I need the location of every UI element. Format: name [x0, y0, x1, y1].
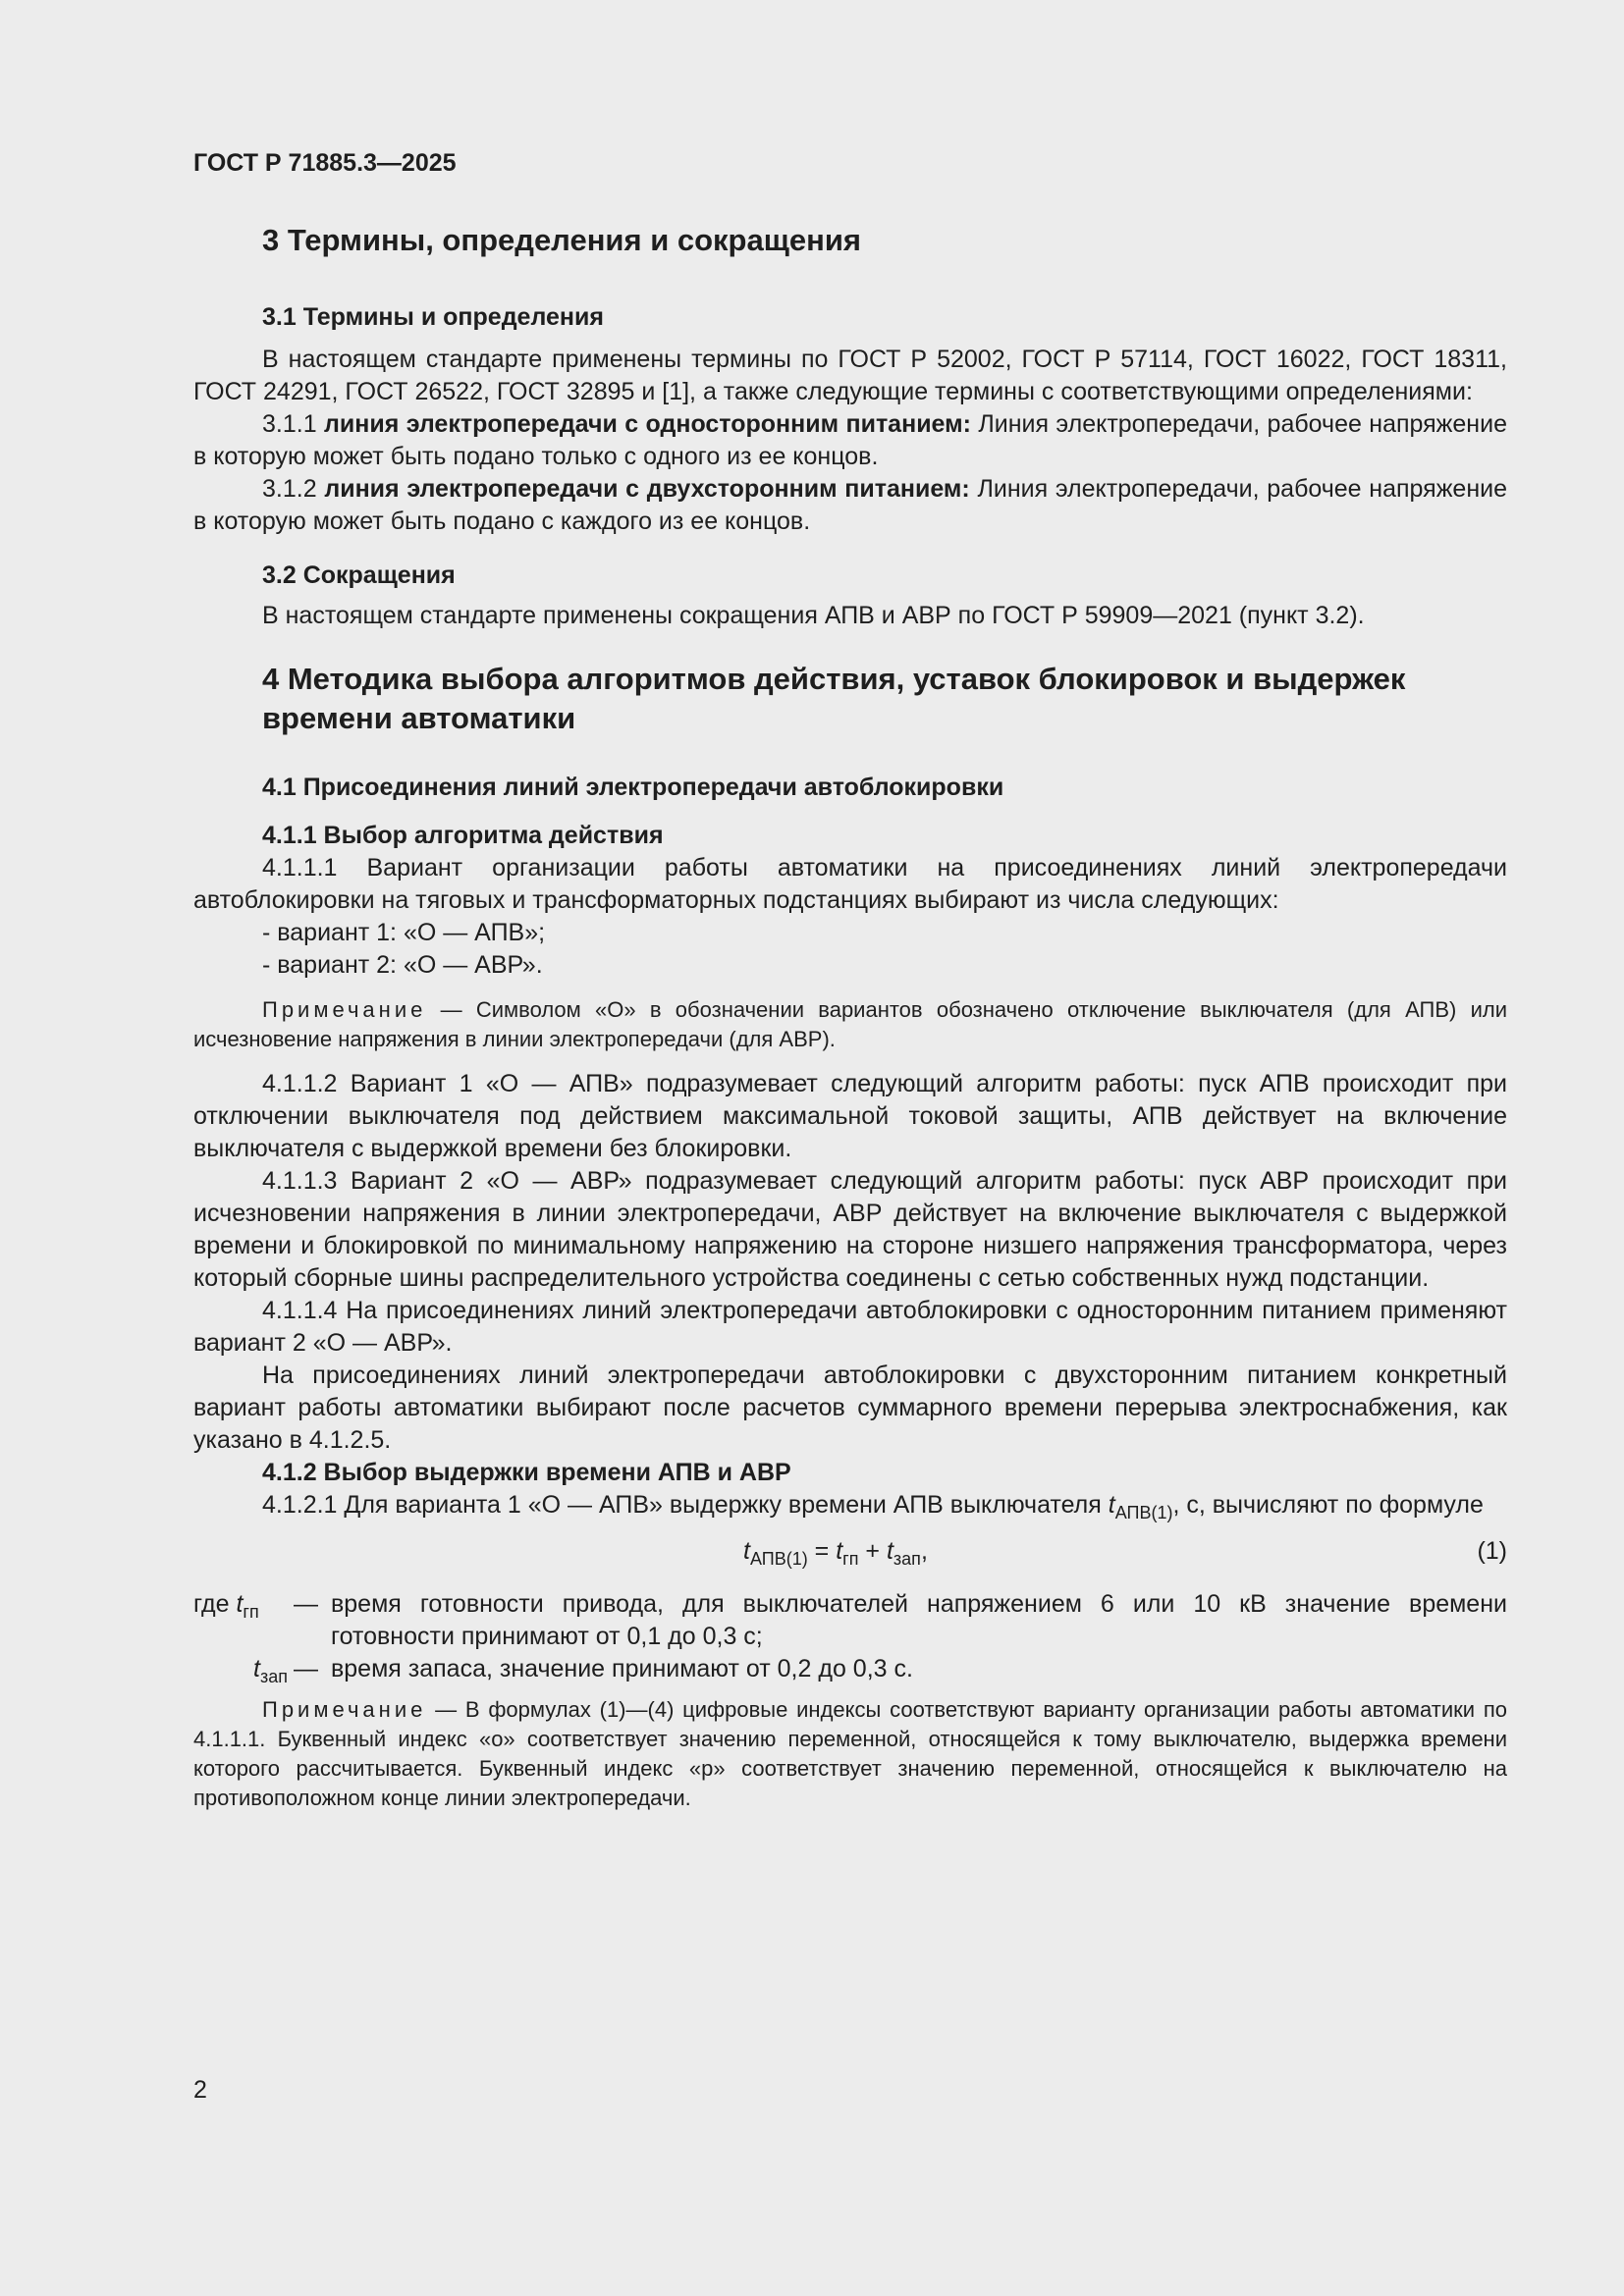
- legend-dash: —: [294, 1655, 318, 1682]
- legend-dash: —: [294, 1590, 318, 1618]
- section-4-1-2-heading: 4.1.2 Выбор выдержки времени АПВ и АВР: [262, 1459, 791, 1486]
- document-body: [193, 221, 1507, 1813]
- note-2: [193, 1695, 1507, 1813]
- note-text: — В формулах (1)—(4) цифровые индексы соответствуют варианту организации работы автоматики по 4.1.1.1. Буквенный индекс «о» соответствует значению переменной, относящейся к тому выключателю, выдержка времени которого рассчитывается. Буквенный индекс «р» соответствует значению переменной, относящейся к выключателю на противоположном конце линии электропередачи.: [193, 1697, 1507, 1810]
- variable: t: [1108, 1491, 1115, 1519]
- formula-punctuation: ,: [920, 1537, 928, 1565]
- para-text: 4.1.2.1 Для варианта 1 «О — АПВ» выдержку времени АПВ выключателя: [262, 1491, 1109, 1519]
- equals-sign: =: [807, 1537, 837, 1565]
- note-label: Примечание: [262, 997, 427, 1022]
- legend-description: время готовности привода, для выключателей напряжением 6 или 10 кВ значение времени готовности принимают от 0,1 до 0,3 с;: [331, 1590, 1507, 1650]
- variable: t: [236, 1590, 244, 1618]
- term-number: 3.1.2: [262, 475, 325, 503]
- term-number: 3.1.1: [262, 410, 324, 438]
- section-4-1-1-heading: 4.1.1 Выбор алгоритма действия: [262, 822, 664, 849]
- document-header: ГОСТ Р 71885.3—2025: [193, 149, 457, 177]
- variable-subscript: зап: [259, 1667, 288, 1686]
- variable-subscript: гп: [842, 1549, 859, 1569]
- variable-subscript: гп: [243, 1602, 259, 1622]
- legend-description: время запаса, значение принимают от 0,2 до 0,3 с.: [331, 1655, 913, 1682]
- section-3-2-text: В настоящем стандарте применены сокращения АПВ и АВР по ГОСТ Р 59909—2021 (пункт 3.2).: [262, 602, 1365, 629]
- section-3-1-intro: В настоящем стандарте применены термины по ГОСТ Р 52002, ГОСТ Р 57114, ГОСТ 16022, ГОСТ 18311, ГОСТ 24291, ГОСТ 26522, ГОСТ 32895 и [1], а также следующие термины с соответствующими определениями:: [193, 346, 1507, 405]
- note-text: — Символом «О» в обозначении вариантов обозначено отключение выключателя (для АПВ) или исчезновение напряжения в линии электропередачи (для АВР).: [193, 997, 1507, 1051]
- formula-legend: [193, 1588, 1507, 1685]
- where-word: где: [193, 1590, 237, 1618]
- section-4-heading: 4 Методика выбора алгоритмов действия, уставок блокировок и выдержек времени автоматики: [262, 662, 1406, 735]
- section-4-1-heading: 4.1 Присоединения линий электропередачи автоблокировки: [262, 774, 1004, 801]
- variable: t: [886, 1537, 893, 1565]
- formula-number: (1): [1477, 1537, 1507, 1565]
- note-1: [193, 995, 1507, 1054]
- variable-subscript: АПВ(1): [1114, 1503, 1173, 1522]
- para-4-1-1-4-continued: На присоединениях линий электропередачи автоблокировки с двухсторонним питанием конкретный вариант работы автоматики выбирают после расчетов суммарного времени перерыва электроснабжения, как указано в 4.1.2.5.: [193, 1362, 1507, 1454]
- term-3-1-2: [193, 473, 1507, 538]
- formula-expression: [743, 1531, 928, 1571]
- variable: t: [253, 1655, 260, 1682]
- variable: t: [836, 1537, 843, 1565]
- formula-1: [193, 1531, 1507, 1575]
- variable: t: [743, 1537, 750, 1565]
- para-4-1-1-1: 4.1.1.1 Вариант организации работы автоматики на присоединениях линий электропередачи автоблокировки на тяговых и трансформаторных подстанциях выбирают из числа следующих:: [193, 854, 1507, 914]
- section-3-2-heading: 3.2 Сокращения: [262, 561, 456, 589]
- term-3-1-1: [193, 408, 1507, 473]
- para-text: , с, вычисляют по формуле: [1172, 1491, 1484, 1519]
- page-number: 2: [193, 2076, 207, 2104]
- plus-sign: +: [858, 1537, 887, 1565]
- variable-subscript: АПВ(1): [749, 1549, 808, 1569]
- variable-subscript: зап: [893, 1549, 921, 1569]
- para-4-1-1-2: 4.1.1.2 Вариант 1 «О — АПВ» подразумевает следующий алгоритм работы: пуск АПВ происходит при отключении выключателя под действием максимальной токовой защиты, АПВ действует на включение выключателя с выдержкой времени без блокировки.: [193, 1070, 1507, 1162]
- para-4-1-2-1: [193, 1489, 1507, 1522]
- term-definition: Линия электропередачи, рабочее напряжение в которую может быть подано только с одного из ее концов.: [193, 410, 1507, 470]
- para-4-1-1-3: 4.1.1.3 Вариант 2 «О — АВР» подразумевает следующий алгоритм работы: пуск АВР происходит при исчезновении напряжения в линии электропередачи, АВР действует на включение выключателя с выдержкой времени и блокировкой по минимальному напряжению на стороне низшего напряжения трансформатора, через который сборные шины распределительного устройства соединены с сетью собственных нужд подстанции.: [193, 1167, 1507, 1292]
- para-4-1-1-4: 4.1.1.4 На присоединениях линий электропередачи автоблокировки с односторонним питанием применяют вариант 2 «О — АВР».: [193, 1297, 1507, 1357]
- legend-symbol: [193, 1653, 294, 1685]
- section-3-heading: 3 Термины, определения и сокращения: [262, 223, 861, 257]
- list-item: - вариант 1: «О — АПВ»;: [262, 919, 546, 946]
- term-definition: Линия электропередачи, рабочее напряжение в которую может быть подано с каждого из ее концов.: [193, 475, 1507, 535]
- term-name: линия электропередачи с двухсторонним питанием:: [324, 475, 970, 503]
- term-name: линия электропередачи с односторонним питанием:: [324, 410, 971, 438]
- legend-symbol: [193, 1588, 294, 1653]
- list-item: - вариант 2: «О — АВР».: [262, 951, 543, 979]
- section-3-1-heading: 3.1 Термины и определения: [262, 303, 604, 331]
- note-label: Примечание: [262, 1697, 427, 1722]
